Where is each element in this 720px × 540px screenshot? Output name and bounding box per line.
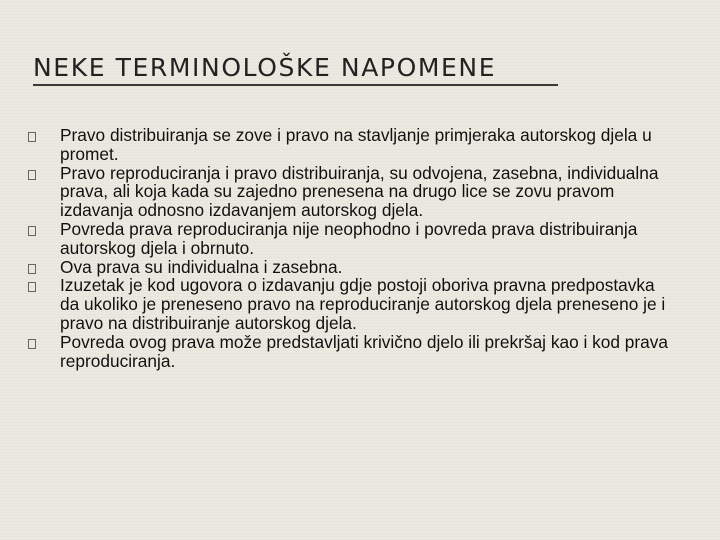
bullet-text: Pravo distribuiranja se zove i pravo na stavljanje primjeraka autorskog djela u promet.	[60, 125, 652, 164]
bullet-item	[28, 258, 678, 277]
slide-title: NEKE TERMINOLOŠKE NAPOMENE	[33, 53, 497, 82]
square-bullet-icon	[28, 339, 36, 349]
title-underline	[33, 84, 558, 86]
bullet-item	[28, 276, 678, 332]
square-bullet-icon	[28, 282, 36, 292]
bullet-list	[28, 126, 678, 370]
square-bullet-icon	[28, 264, 36, 274]
square-bullet-icon	[28, 226, 36, 236]
bullet-text: Povreda ovog prava može predstavljati krivično djelo ili prekršaj kao i kod prava reproduciranja.	[60, 331, 669, 371]
bullet-item	[28, 333, 678, 371]
bullet-text: Izuzetak je kod ugovora o izdavanju gdje postoji oboriva pravna predpostavka da ukoliko je preneseno pravo na reproduciranje autorskog djela preneseno je i pravo na distribuiranje autorskog djela.	[60, 275, 666, 333]
bullet-item	[28, 220, 678, 258]
bullet-item	[28, 126, 678, 164]
bullet-text: Povreda prava reproduciranja nije neophodno i povreda prava distribuiranja autorskog djela i obrnuto.	[60, 218, 638, 258]
square-bullet-icon	[28, 170, 36, 180]
bullet-text: Ova prava su individualna i zasebna.	[60, 256, 343, 277]
square-bullet-icon	[28, 132, 36, 142]
bullet-item	[28, 164, 678, 220]
bullet-text: Pravo reproduciranja i pravo distribuiranja, su odvojena, zasebna, individualna prava, ali koja kada su zajedno prenesena na drugo lice se zovu pravom izdavanja odnosno izdavanjem autorskog djela.	[60, 162, 659, 221]
